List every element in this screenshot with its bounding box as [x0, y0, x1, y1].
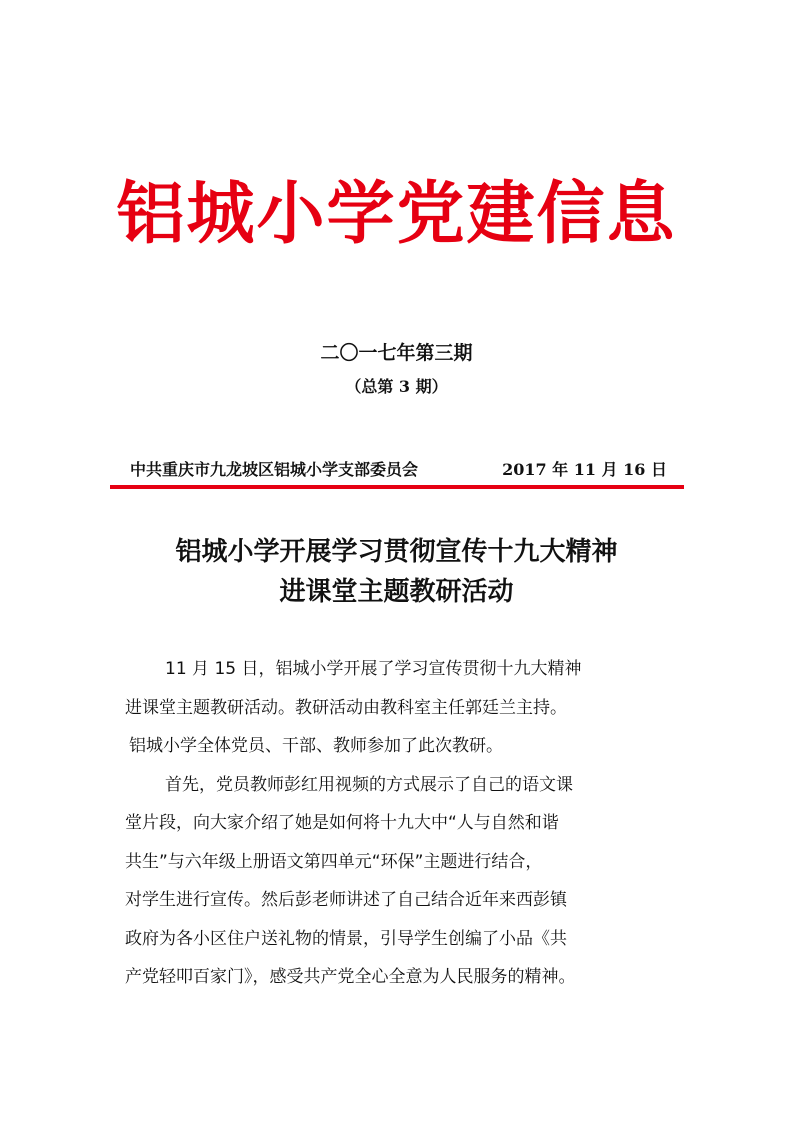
article-body [125, 650, 685, 997]
article-title-line: 进课堂主题教研活动 [279, 577, 514, 607]
body-line: 11 月 15 日，铝城小学开展了学习宣传贯彻十九大精神 [165, 659, 582, 679]
body-line: 政府为各小区住户送礼物的情景，引导学生创编了小品《共 [125, 928, 567, 949]
article-title [0, 532, 793, 612]
body-line: 首先，党员教师彭红用视频的方式展示了自己的语文课 [165, 774, 573, 795]
issue-label: 二〇一七年第三期 [320, 342, 473, 364]
body-line: 对学生进行宣传。然后彭老师讲述了自己结合近年来西彭镇 [125, 890, 567, 910]
body-line: 进课堂主题教研活动。教研活动由教科室主任郭廷兰主持。 [125, 697, 567, 718]
publisher-name: 中共重庆市九龙坡区铝城小学支部委员会 [130, 460, 419, 479]
publish-date: 2017 年 11 月 16 日 [502, 460, 667, 479]
body-line: 堂片段，向大家介绍了她是如何将十九大中“人与自然和谐 [125, 813, 559, 833]
masthead-title: 铝城小学党建信息 [116, 174, 677, 254]
body-line: 共生”与六年级上册语文第四单元“环保”主题进行结合， [125, 851, 543, 872]
article-title-line: 铝城小学开展学习贯彻宣传十九大精神 [175, 537, 618, 567]
body-line: 铝城小学全体党员、干部、教师参加了此次教研。 [129, 736, 503, 756]
red-divider [110, 485, 684, 489]
issue-total: （总第 3 期） [345, 377, 448, 396]
body-line: 产党轻叩百家门》，感受共产党全心全意为人民服务的精神。 [125, 967, 576, 987]
